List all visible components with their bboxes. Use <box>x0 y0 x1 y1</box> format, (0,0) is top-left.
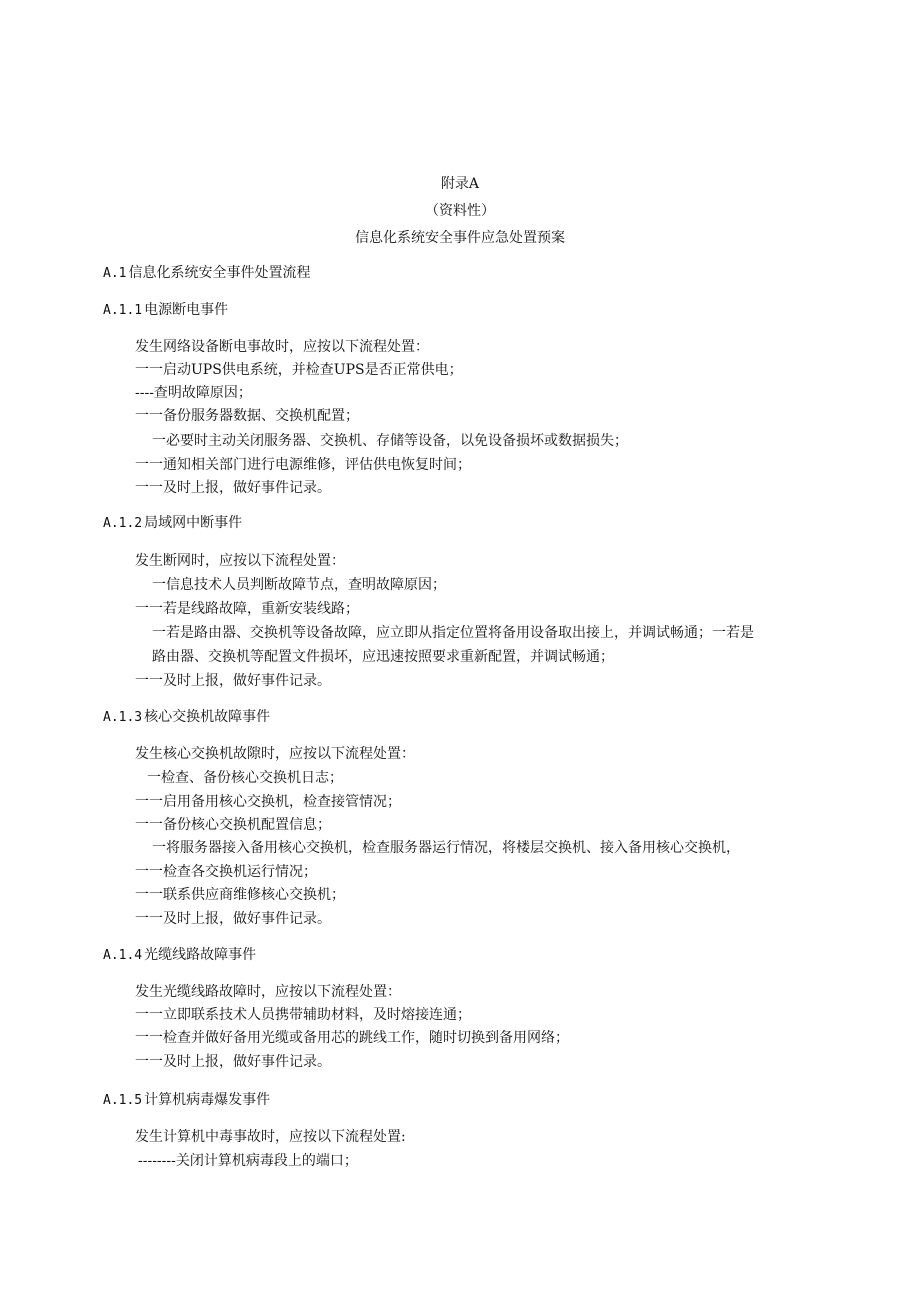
list-item: 一必要时主动关闭服务器、交换机、存储等设备，以免设备损坏或数据损失； <box>152 433 628 449</box>
section-title: 核心交换机故障事件 <box>144 709 271 725</box>
list-item: 一一备份核心交换机配置信息； <box>135 817 331 833</box>
list-item: 一一及时上报，做好事件记录。 <box>135 911 331 927</box>
list-item: 一一及时上报，做好事件记录。 <box>135 1054 331 1070</box>
list-item: 一一通知相关部门进行电源维修，评估供电恢复时间； <box>135 457 471 473</box>
paragraph-line: 发生断网时，应按以下流程处置： <box>135 553 345 569</box>
list-item: 一一备份服务器数据、交换机配置； <box>135 408 359 424</box>
section-number: A.1.1 <box>103 303 143 318</box>
section-number: A.1.3 <box>103 710 143 725</box>
section-title: 信息化系统安全事件处置流程 <box>128 265 311 281</box>
section-title: 光缆线路故障事件 <box>144 947 257 963</box>
document-title: 信息化系统安全事件应急处置预案 <box>355 230 565 246</box>
paragraph-line: 发生核心交换机故隙时，应按以下流程处置： <box>135 746 415 762</box>
list-item: 一将服务器接入备用核心交换机，检查服务器运行情况，将楼层交换机、接入备用核心交换机， <box>152 840 740 856</box>
list-item: --------关闭计算机病毒段上的端口； <box>138 1153 358 1169</box>
list-item: 一一启动UPS供电系统，并检查UPS是否正常供电； <box>135 362 463 378</box>
list-item: 一一若是线路故障，重新安装线路； <box>135 601 359 617</box>
appendix-title: 附录A <box>440 176 480 192</box>
paragraph-line: 发生网络设备断电事故时，应按以下流程处置： <box>135 339 429 355</box>
list-item: 一一检查各交换机运行情况； <box>135 864 317 880</box>
section-title: 电源断电事件 <box>144 302 229 318</box>
section-number: A.1.4 <box>103 948 143 963</box>
paragraph-line: 发生计算机中毒事故时，应按以下流程处置: <box>135 1129 406 1145</box>
section-heading-a1-2 <box>103 513 242 534</box>
section-heading-a1 <box>103 263 310 284</box>
list-item: 一一检查并做好备用光缆或备用芯的跳线工作，随时切换到备用网络； <box>135 1030 569 1046</box>
section-number: A.1 <box>103 266 127 281</box>
list-item-continuation: 路由器、交换机等配置文件损坏，应迅速按照要求重新配置，并调试畅通； <box>152 649 614 665</box>
list-item: 一信息技术人员判断故障节点，查明故障原因； <box>152 577 446 593</box>
list-item: 一检查、备份核心交换机日志； <box>147 770 343 786</box>
section-number: A.1.5 <box>103 1093 143 1108</box>
list-item: 一一立即联系技术人员携带辅助材料，及时熔接连通； <box>135 1007 471 1023</box>
list-item: 一一联系供应商维修核心交换机； <box>135 887 345 903</box>
section-title: 计算机病毒爆发事件 <box>144 1092 271 1108</box>
section-number: A.1.2 <box>103 516 143 531</box>
section-heading-a1-5 <box>103 1090 270 1111</box>
list-item: 一一及时上报，做好事件记录。 <box>135 673 331 689</box>
paragraph-line: 发生光缆线路故障时，应按以下流程处置： <box>135 984 401 1000</box>
section-heading-a1-3 <box>103 707 270 728</box>
list-item: 一若是路由器、交换机等设备故障，应立即从指定位置将备用设备取出接上，并调试畅通；一若是 <box>152 625 754 641</box>
section-heading-a1-1 <box>103 300 228 321</box>
section-heading-a1-4 <box>103 945 256 966</box>
list-item: 一一启用备用核心交换机，检查接管情况； <box>135 794 401 810</box>
section-title: 局域网中断事件 <box>144 515 243 531</box>
list-item: ----查明故障原因； <box>135 385 252 401</box>
appendix-type: （资料性） <box>425 203 495 219</box>
list-item: 一一及时上报，做好事件记录。 <box>135 480 331 496</box>
